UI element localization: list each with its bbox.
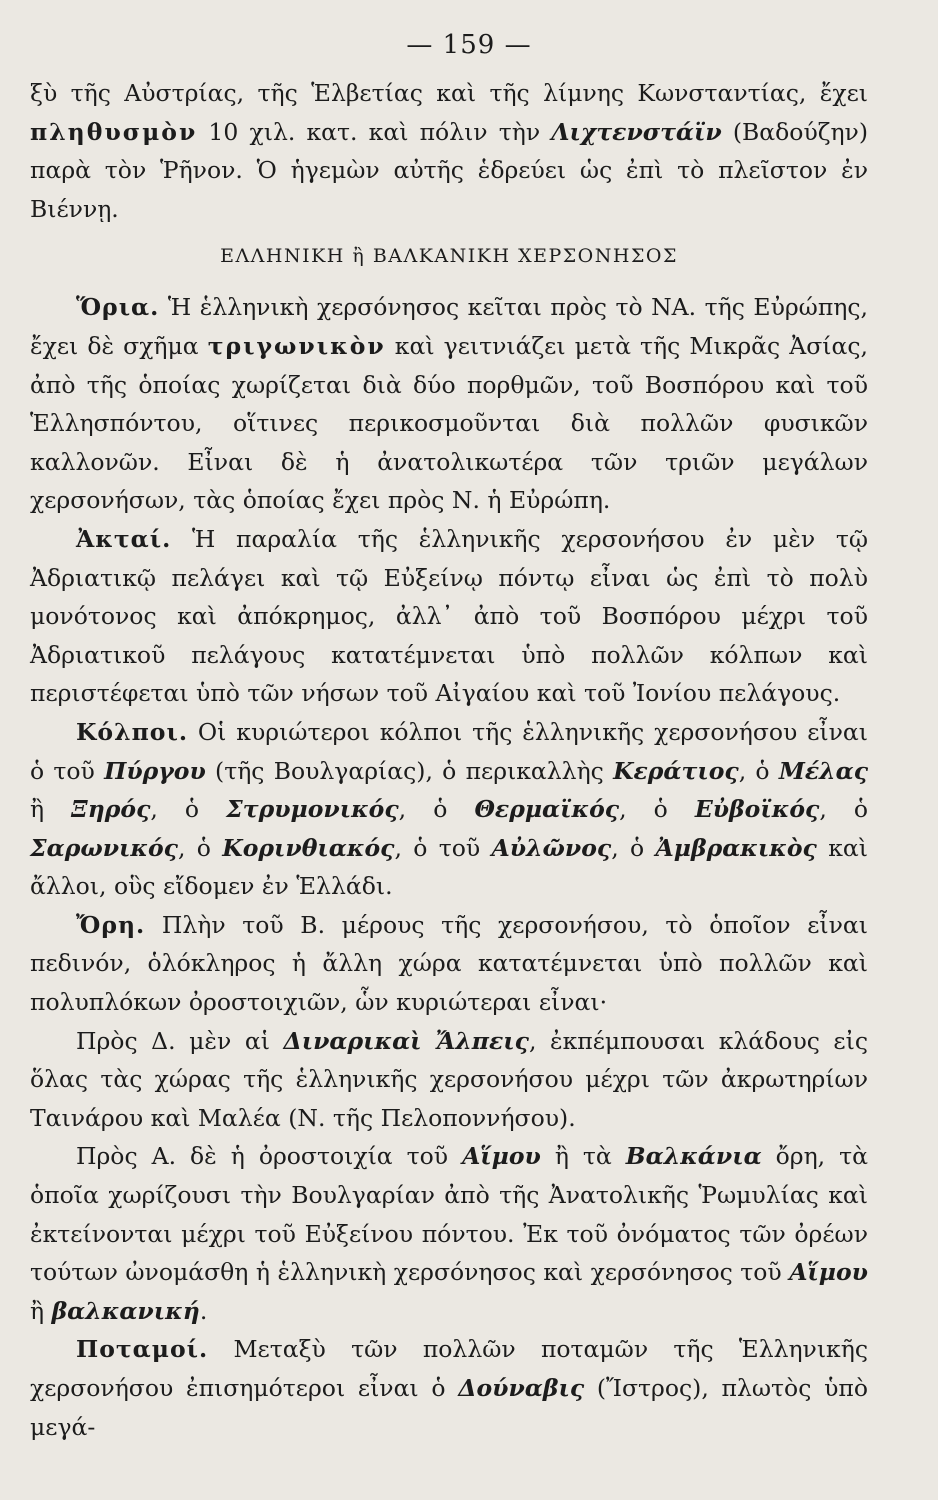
place-name: Αἵμου <box>789 1258 868 1287</box>
place-name: Ἀμβρακικὸς <box>655 833 817 862</box>
text: , ὁ <box>611 833 656 862</box>
place-name: Στρυμονικός <box>226 795 399 824</box>
place-name: Μέλας <box>778 756 869 785</box>
text: , ὁ <box>177 833 223 862</box>
paragraph-potamoi <box>30 1330 868 1446</box>
text: καὶ ἄλλοι, οὓς εἴδομεν ἐν Ἑλλάδι. <box>30 833 868 901</box>
text: Πρὸς Α. δὲ ἡ ὀροστοιχία τοῦ <box>76 1142 463 1171</box>
paragraph-lead: Ποταμοί. <box>76 1335 209 1364</box>
text: ἢ <box>30 795 72 824</box>
place-name: Αὐλῶνος <box>491 833 612 862</box>
paragraph-oria <box>30 288 868 520</box>
text: ἢ <box>30 1296 52 1325</box>
place-name: Σαρωνικός <box>30 833 178 862</box>
text: Ἡ παραλία τῆς ἑλληνικῆς χερσονήσου ἐν μὲν τῷ Ἀδριατικῷ πελάγει καὶ τῷ Εὐξείνῳ πόντῳ εἶναι ὡς ἐπὶ τὸ πολὺ μονότονος καὶ ἀπόκρημος, ἀλλ᾽ ἀπὸ τοῦ Βοσπόρου μέχρι τοῦ Ἀδριατικοῦ πελάγους κατατέμνεται ὑπὸ πολλῶν κόλπων καὶ περιστέφεται ὑπὸ τῶν νήσων τοῦ Αἰγαίου καὶ τοῦ Ἰονίου πελάγους. <box>30 524 868 708</box>
text: , ὁ <box>819 795 869 824</box>
text: (τῆς Βουλγαρίας), ὁ περικαλλὴς <box>205 756 614 785</box>
place-name: Πύργου <box>104 756 206 785</box>
text: (Ἴστρος), πλωτὸς ὑπὸ μεγά- <box>30 1374 868 1441</box>
section-heading: ΕΛΛΗΝΙΚΗ ἢ ΒΑΛΚΑΝΙΚΗ ΧΕΡΣΟΝΗΣΟΣ <box>220 245 678 268</box>
place-name: Δούναβις <box>458 1374 585 1402</box>
paragraph-lead: Κόλποι. <box>76 717 189 746</box>
spaced-term: τριγωνικὸν <box>207 331 386 360</box>
text: Πρὸς Δ. μὲν αἱ <box>76 1026 284 1055</box>
paragraph-continued <box>30 74 868 228</box>
paragraph-lead: Ὄρη. <box>76 910 146 939</box>
text: καὶ γειτνιάζει μετὰ τῆς Μικρᾶς Ἀσίας, ἀπὸ τῆς ὁποίας χωρίζεται διὰ δύο πορθμῶν, τοῦ Βοσπόρου καὶ τοῦ Ἑλλησπόντου, οἵτινες περικοσμοῦνται διὰ πολλῶν φυσικῶν καλλονῶν. Εἶναι δὲ ἡ ἀνατολικωτέρα τῶν τριῶν μεγάλων χερσονήσων, τὰς ὁποίας ἔχει πρὸς Ν. ἡ Εὐρώπη. <box>30 331 868 515</box>
page-number: — 159 — <box>406 30 532 60</box>
text: , ὁ <box>619 795 695 824</box>
text: , ὁ τοῦ <box>394 833 492 862</box>
place-name: Θερμαϊκός <box>474 795 620 824</box>
paragraph-lead: Ἀκταί. <box>76 524 172 553</box>
place-name: Κορινθιακός <box>222 833 395 862</box>
text: ξὺ τῆς Αὐστρίας, τῆς Ἑλβετίας καὶ τῆς λίμνης Κωνσταντίας, ἔχει <box>30 79 868 107</box>
text: ὄρη, τὰ ὁποῖα χωρίζουσι τὴν Βουλγαρίαν ἀπὸ τῆς Ἀνατολικῆς Ῥωμυλίας καὶ ἐκτείνονται μέχρι τοῦ Εὐξείνου πόντου. Ἐκ τοῦ ὀνόματος τῶν ὀρέων τούτων ὠνομάσθη ἡ ἑλληνικὴ χερσόνησος καὶ χερσόνησος τοῦ <box>30 1142 869 1287</box>
text: , ὁ <box>398 795 475 824</box>
text: Ἡ ἑλληνικὴ χερσόνησος κεῖται πρὸς τὸ ΝΑ. τῆς Εὐρώπης, ἔχει δὲ σχῆμα <box>30 293 868 360</box>
place-name: Λιχτενστάϊν <box>551 117 722 146</box>
text: , ὁ <box>150 795 227 824</box>
paragraph-aktai <box>30 520 868 713</box>
place-name: Αἵμου <box>462 1142 541 1171</box>
place-name: Ξηρός <box>71 795 151 824</box>
place-name: Διναρικαὶ Ἄλπεις <box>283 1026 529 1055</box>
paragraph-lead: Ὅρια. <box>76 293 160 322</box>
place-name: Εὐβοϊκός <box>694 795 820 824</box>
text: (Βαδούζην) παρὰ τὸν Ῥῆνον. Ὁ ἡγεμὼν αὐτῆς ἑδρεύει ὡς ἐπὶ τὸ πλεῖστον ἐν Βιέννῃ. <box>30 117 868 223</box>
place-name: βαλκανική <box>51 1296 200 1325</box>
text: . <box>199 1296 208 1325</box>
text: Πλὴν τοῦ Β. μέρους τῆς χερσονήσου, τὸ ὁποῖον εἶναι πεδινόν, ὁλόκληρος ἡ ἄλλη χώρα κατατέμνεται ὑπὸ πολλῶν καὶ πολυπλόκων ὀροστοιχιῶν, ὧν κυριώτεραι εἶναι· <box>30 910 868 1017</box>
paragraph-pros-dysin <box>30 1022 868 1138</box>
place-name: Κεράτιος <box>613 756 739 785</box>
spaced-term: πληθυσμὸν <box>30 117 198 146</box>
text: Μεταξὺ τῶν πολλῶν ποταμῶν τῆς Ἑλληνικῆς χερσονήσου ἐπισημότεροι εἶναι ὁ <box>30 1335 868 1402</box>
place-name: Βαλκάνια <box>625 1142 762 1171</box>
page-body <box>30 74 868 1446</box>
text: , ὁ <box>738 756 779 785</box>
paragraph-kolpoi <box>30 713 868 906</box>
text: ἢ τὰ <box>540 1142 626 1171</box>
text: 10 χιλ. κατ. καὶ πόλιν τὴν <box>197 117 552 146</box>
text: , ἐκπέμπουσαι κλάδους εἰς ὅλας τὰς χώρας τῆς ἑλληνικῆς χερσονήσου μέχρι τῶν ἀκρωτηρίων Ταινάρου καὶ Μαλέα (Ν. τῆς Πελοποννήσου). <box>30 1026 868 1132</box>
paragraph-ori <box>30 906 868 1022</box>
paragraph-pros-anatolas <box>30 1137 868 1330</box>
text: Οἱ κυριώτεροι κόλποι τῆς ἑλληνικῆς χερσονήσου εἶναι ὁ τοῦ <box>30 717 868 785</box>
